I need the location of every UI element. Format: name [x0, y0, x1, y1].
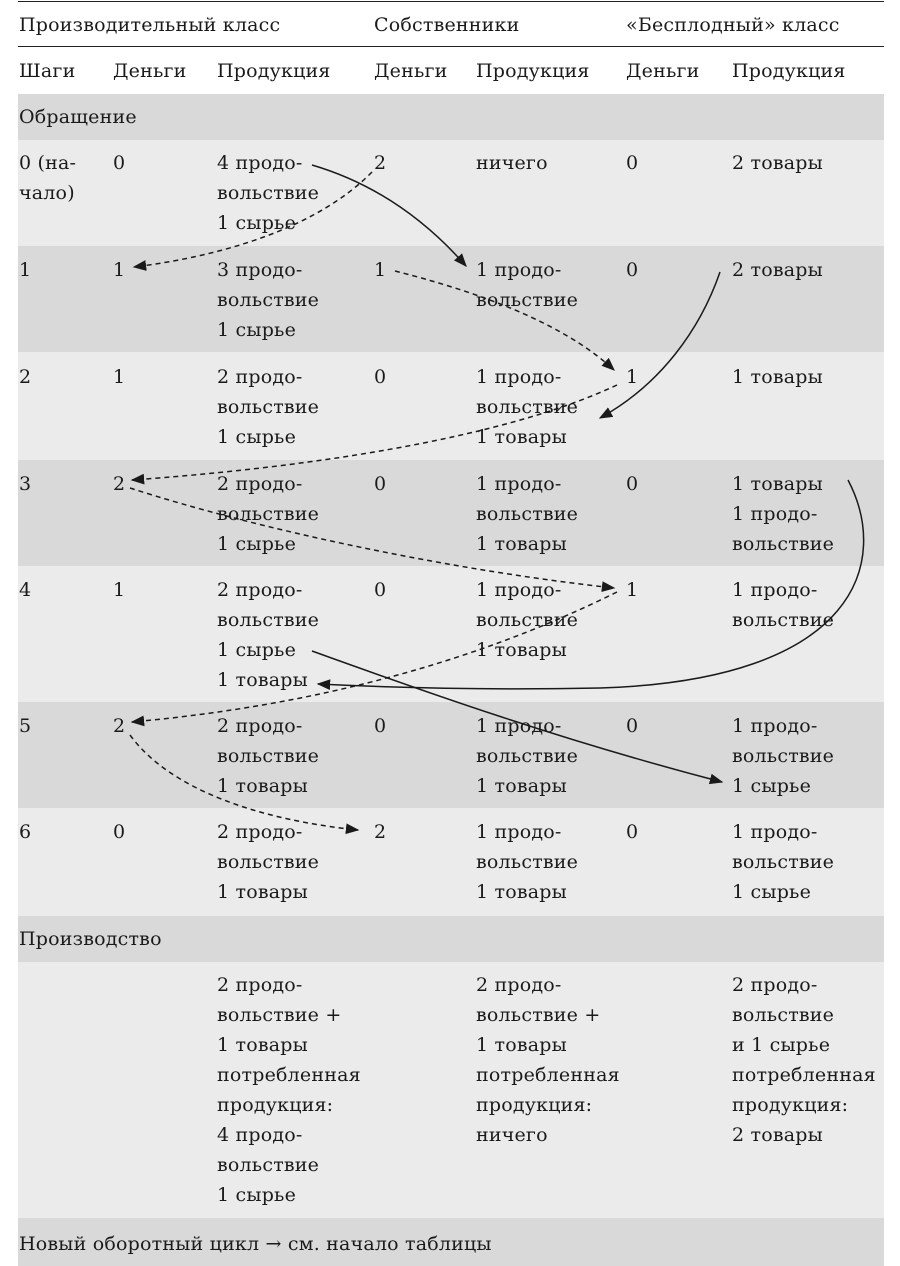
arrow-goods-to-productive: [318, 480, 864, 689]
row0-o-product: ничего: [476, 152, 548, 174]
production-productive: 2 продо- вольствие + 1 товары потребленная продукция: 4 продо- вольствие 1 сырье: [217, 974, 361, 1206]
row1-o-money: 1: [374, 259, 387, 281]
row3-s-product: 1 товары 1 продо- вольствие: [732, 473, 835, 555]
col-sterile-money: Деньги: [626, 60, 700, 82]
row1-step: 1: [19, 259, 32, 281]
col-sterile-product: Продукция: [732, 60, 846, 82]
row2-s-product: 1 товары: [732, 366, 823, 388]
row5-p-product: 2 продо- вольствие 1 товары: [217, 715, 320, 797]
row6-p-money: 0: [113, 821, 126, 843]
row6-s-product: 1 продо- вольствие 1 сырье: [732, 821, 835, 903]
row5-s-product: 1 продо- вольствие 1 сырье: [732, 715, 835, 797]
row5-o-product: 1 продо- вольствие 1 товары: [476, 715, 579, 797]
row1-s-product: 2 товары: [732, 259, 823, 281]
arrow-money-owners-to-productive: [134, 172, 372, 267]
row0-p-money: 0: [113, 152, 126, 174]
row3-o-money: 0: [374, 473, 387, 495]
arrow-money-sterile-to-productive: [132, 385, 617, 480]
row3-step: 3: [19, 473, 32, 495]
arrow-money-owners-to-sterile: [395, 271, 614, 370]
col-productive-product: Продукция: [217, 60, 331, 82]
row1-o-product: 1 продо- вольствие: [476, 259, 579, 311]
arrow-money-productive-to-owners: [130, 735, 358, 830]
row1-p-product: 3 продо- вольствие 1 сырье: [217, 259, 320, 341]
section-circulation-title: Обращение: [19, 106, 137, 128]
row1-s-money: 0: [626, 259, 639, 281]
row1-p-money: 1: [113, 259, 126, 281]
row4-p-product: 2 продо- вольствие 1 сырье 1 товары: [217, 579, 320, 691]
row2-p-product: 2 продо- вольствие 1 сырье: [217, 366, 320, 448]
arrow-goods-to-owners: [600, 272, 720, 418]
row0-s-product: 2 товары: [732, 152, 823, 174]
production-sterile: 2 продо- вольствие и 1 сырье потребленная продукция: 2 товары: [732, 974, 876, 1146]
header-owners: Собственники: [374, 14, 520, 36]
footer-note: Новый оборотный цикл → см. начало таблицы: [19, 1233, 492, 1255]
row5-p-money: 2: [113, 715, 126, 737]
arrow-food-to-owners: [312, 165, 466, 266]
row3-o-product: 1 продо- вольствие 1 товары: [476, 473, 579, 555]
row6-o-product: 1 продо- вольствие 1 товары: [476, 821, 579, 903]
col-owners-product: Продукция: [476, 60, 590, 82]
row0-o-money: 2: [374, 152, 387, 174]
row0-step: 0 (на- чало): [19, 152, 77, 204]
row4-s-money: 1: [626, 579, 639, 601]
row2-p-money: 1: [113, 366, 126, 388]
row4-p-money: 1: [113, 579, 126, 601]
row6-step: 6: [19, 821, 32, 843]
row3-s-money: 0: [626, 473, 639, 495]
row6-s-money: 0: [626, 821, 639, 843]
col-steps: Шаги: [19, 60, 76, 82]
row0-s-money: 0: [626, 152, 639, 174]
row5-s-money: 0: [626, 715, 639, 737]
row3-p-product: 2 продо- вольствие 1 сырье: [217, 473, 320, 555]
row3-p-money: 2: [113, 473, 126, 495]
arrow-money-sterile-to-productive-2: [132, 592, 617, 722]
arrow-raw-to-sterile: [312, 651, 722, 782]
row0-p-product: 4 продо- вольствие 1 сырье: [217, 152, 320, 234]
header-productive-class: Производительный класс: [19, 14, 281, 36]
row6-o-money: 2: [374, 821, 387, 843]
row2-o-money: 0: [374, 366, 387, 388]
arrow-money-productive-to-sterile: [130, 488, 614, 588]
col-productive-money: Деньги: [113, 60, 187, 82]
row4-o-money: 0: [374, 579, 387, 601]
row5-o-money: 0: [374, 715, 387, 737]
section-production-title: Производство: [19, 928, 162, 950]
row5-step: 5: [19, 715, 32, 737]
col-owners-money: Деньги: [374, 60, 448, 82]
row2-o-product: 1 продо- вольствие 1 товары: [476, 366, 579, 448]
production-owners: 2 продо- вольствие + 1 товары потребленная продукция: ничего: [476, 974, 620, 1146]
row4-s-product: 1 продо- вольствие: [732, 579, 835, 631]
row2-step: 2: [19, 366, 32, 388]
row2-s-money: 1: [626, 366, 639, 388]
row4-o-product: 1 продо- вольствие 1 товары: [476, 579, 579, 661]
header-sterile-class: «Бесплодный» класс: [626, 14, 840, 36]
row4-step: 4: [19, 579, 32, 601]
row6-p-product: 2 продо- вольствие 1 товары: [217, 821, 320, 903]
